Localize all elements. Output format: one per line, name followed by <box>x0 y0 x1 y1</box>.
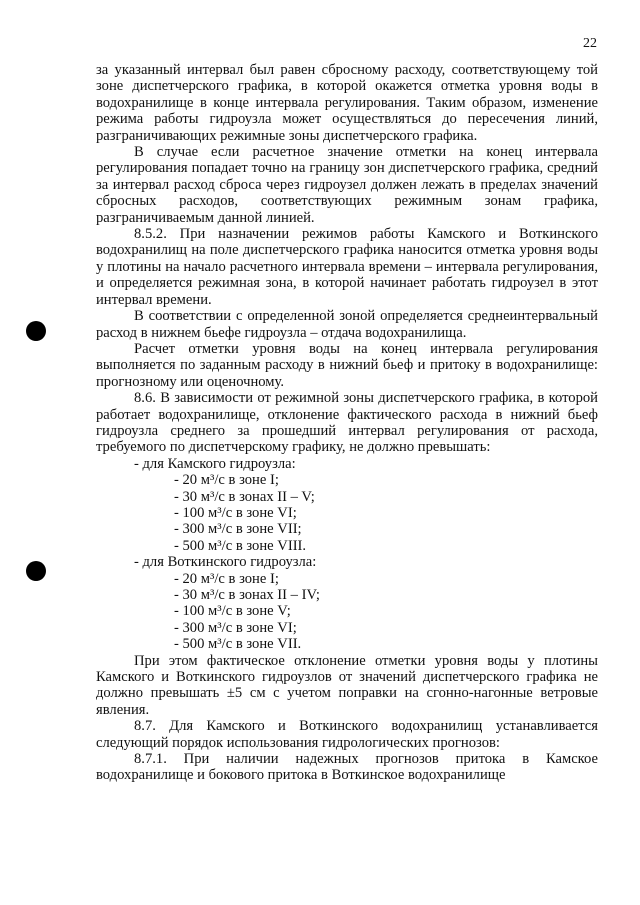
list-heading: - для Воткинского гидроузла: <box>134 554 317 571</box>
paragraph: Расчет отметки уровня воды на конец интервала регулирования выполняется по заданным расходу в нижний бьеф и притоку в водохранилище: прогнозному или оценочному. <box>96 340 598 390</box>
binder-hole-mark <box>26 321 46 341</box>
votkinsk-limits-list <box>96 554 598 652</box>
list-item: - 20 м³/с в зоне I; <box>174 570 279 587</box>
list-item: - 300 м³/с в зоне VII; <box>174 521 302 538</box>
binder-hole-mark <box>26 561 46 581</box>
list-item: - 500 м³/с в зоне VII. <box>174 636 302 653</box>
paragraph: за указанный интервал был равен сбросному расходу, соответствующему той зоне диспетчерского графика, в которой окажется отметка уровня воды в водохранилище в конце интервала регулирования. Таким образом, изменение режима работы гидроузла может осуществляться до пересечения линий, разграничивающих режимные зоны диспетчерского графика. <box>96 62 598 144</box>
paragraph-8-7: 8.7. Для Камского и Воткинского водохранилищ устанавливается следующий порядок использования гидрологических прогнозов: <box>96 718 598 751</box>
list-item: - 300 м³/с в зоне VI; <box>174 619 297 636</box>
kama-limits-list <box>96 456 598 554</box>
list-item: - 100 м³/с в зоне VI; <box>174 504 297 521</box>
paragraph: В случае если расчетное значение отметки на конец интервала регулирования попадает точно на границу зон диспетчерского графика, средний за интервал расход сброса через гидроузел должен лежать в пределах значений сбросных расходов, соответствующих режимным зонам графика, разграничиваемым данной линией. <box>96 144 598 226</box>
list-item: - 500 м³/с в зоне VIII. <box>174 537 307 554</box>
paragraph-8-5-2: 8.5.2. При назначении режимов работы Камского и Воткинского водохранилищ на поле диспетчерского графика наносится отметка уровня воды у плотины на начало расчетного интервала времени – интервала регулирования, и определяется режимная зона, в которой начинает работать гидроузел в этот интервал времени. <box>96 226 598 308</box>
paragraph-8-7-1: 8.7.1. При наличии надежных прогнозов притока в Камское водохранилище и бокового притока в Воткинское водохранилище <box>96 751 598 784</box>
paragraph: При этом фактическое отклонение отметки уровня воды у плотины Камского и Воткинского гидроузлов от значений диспетчерского графика не должно превышать ±5 см с учетом поправки на сгонно-нагонные ветровые явления. <box>96 652 598 718</box>
list-item: - 100 м³/с в зоне V; <box>174 603 291 620</box>
paragraph-8-6: 8.6. В зависимости от режимной зоны диспетчерского графика, в которой работает водохранилище, отклонение фактического расхода в нижний бьеф гидроузла среднего за прошедший интервал регулирования от расхода, требуемого по диспетчерскому графику, не должно превышать: <box>96 390 598 456</box>
list-item: - 30 м³/с в зонах II – IV; <box>174 587 320 603</box>
paragraph: В соответствии с определенной зоной определяется среднеинтервальный расход в нижнем бьефе гидроузла – отдача водохранилища. <box>96 308 598 341</box>
list-item: - 20 м³/с в зоне I; <box>174 472 279 489</box>
list-heading: - для Камского гидроузла: <box>134 455 296 472</box>
list-item: - 30 м³/с в зонах II – V; <box>174 488 315 505</box>
page-number: 22 <box>583 36 597 51</box>
page-body <box>96 62 598 784</box>
